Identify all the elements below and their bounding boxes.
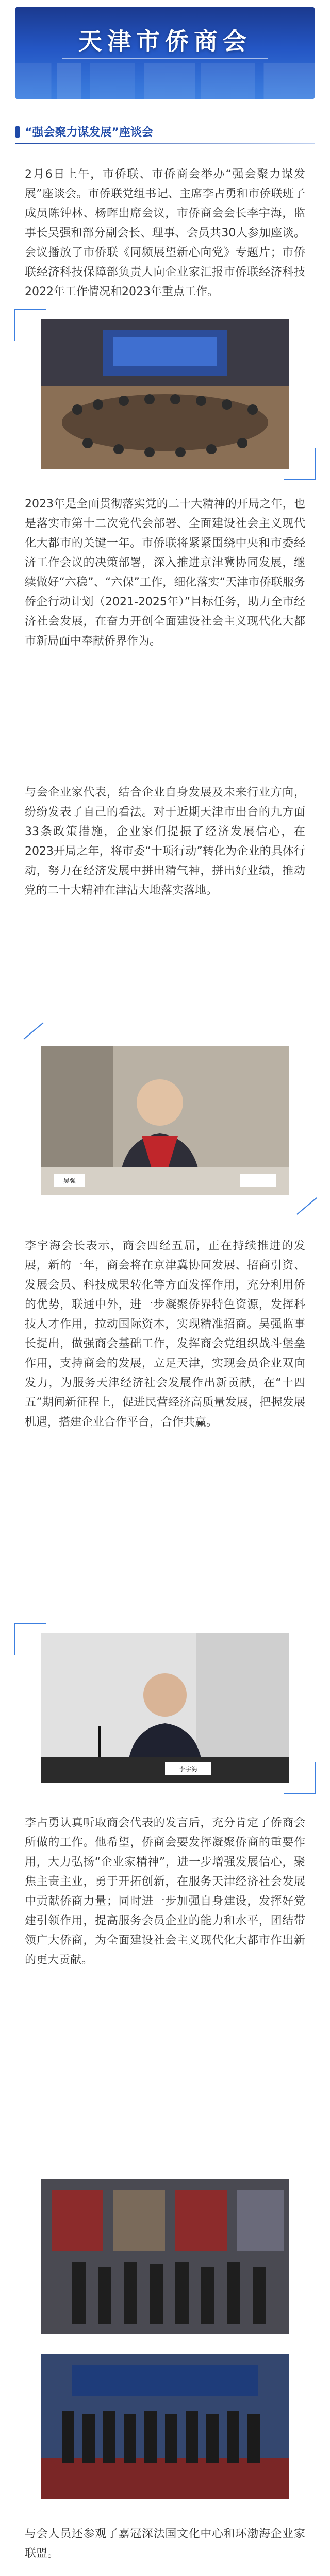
skyline-graphic <box>15 63 315 99</box>
group-photo <box>41 2354 289 2499</box>
paragraph-entrepreneurs: 与会企业家代表，结合企业自身发展及未来行业方向，纷纷发表了自己的看法。对于近期天津市出台的九方面33条政策措施，企业家们提振了经济发展信心，在2023开局之年，将市委“十项行动”转化为企业的具体行动，努力在经济发展中拼出精气神，拼出好业绩，推动党的二十大精神在津沽大地落实落地。 <box>25 786 305 897</box>
section-tag-label: “强会聚力谋发展”座谈会 <box>25 126 153 139</box>
paragraph-intro: 2月6日上午，市侨联、市侨商会举办“强会聚力谋发展”座谈会。市侨联党组书记、主席李占勇和市侨联班子成员陈钟林、杨晖出席会议，市侨商会会长李宇海，监事长吴强和部分副会长、理事、会员共30人参加座谈。会议播放了市侨联《同频展望新心向党》专题片；市侨联经济科技保障部负责人向企业家汇报市侨联经济科技2022年工作情况和2023年重点工作。 <box>25 168 305 298</box>
group-photo-image <box>41 2354 289 2499</box>
speaker-photo-2 <box>41 1633 289 1783</box>
header-divider <box>62 58 268 59</box>
header-title: 天津市侨商会 <box>78 27 252 55</box>
paragraph-context: 2023年是全面贯彻落实党的二十大精神的开局之年，也是落实市第十二次党代会部署、全面建设社会主义现代化大都市的关键一年。市侨联将紧紧围绕中央和市委经济工作会议的决策部署，深入推进京津冀协同发展，继续做好“六稳”、“六保”工作，细化落实“天津市侨联服务侨企行动计划（2021-2025年）”目标任务，助力全市经济社会发展，在奋力开创全面建设社会主义现代化大都市新局面中奉献侨界作为。 <box>25 498 305 648</box>
paragraph-visit: 与会人员还参观了嘉冠深法国文化中心和环渤海企业家联盟。 <box>25 2528 305 2560</box>
speaker-image-2 <box>41 1633 289 1783</box>
corner-decoration <box>284 1762 316 1794</box>
tag-marker-icon <box>15 126 20 138</box>
svg-text:吴强: 吴强 <box>63 1177 76 1184</box>
paragraph-president-remarks: 李宇海会长表示，商会四经五届，正在持续推进的发展，新的一年，商会将在京津冀协同发展、招商引资、发展会员、科技成果转化等方面发挥作用，充分利用侨的优势，联通中外，进一步凝聚侨界特色资源，发挥科技人才作用，拉动国际资本，实现精准招商。吴强监事长提出，做强商会基础工作，发挥商会党组织战斗堡垒作用，支持商会的发展，立足天津，实现会员企业双向发力，为服务天津经济社会发展作出新贡献，在“十四五”期间新征程上，促进民营经济高质量发展，把握发展机遇，搭建企业合作平台，合作共赢。 <box>25 1240 305 1429</box>
speaker-image-1 <box>41 1046 289 1195</box>
slash-decoration <box>296 1197 317 1215</box>
slash-decoration <box>23 1022 44 1040</box>
speaker-photo-1 <box>41 1046 289 1195</box>
corner-decoration <box>284 448 316 480</box>
group-tour-image <box>41 2179 289 2334</box>
header-banner <box>15 7 315 99</box>
paragraph-chairman-remarks: 李占勇认真听取商会代表的发言后，充分肯定了侨商会所做的工作。他希望，侨商会要发挥凝聚侨商的重要作用，大力弘扬“企业家精神”，进一步增强发展信心，聚焦主责主业，勇于开拓创新，在服务天津经济社会发展中贡献侨商力量；同时进一步加强自身建设，发挥好党建引领作用，提高服务会员企业的能力和水平，团结带领广大侨商，为全面建设社会主义现代化大都市作出新的更大贡献。 <box>25 1817 305 1967</box>
meeting-room-image <box>41 319 289 469</box>
meeting-room-photo <box>41 319 289 469</box>
section-divider <box>15 143 315 144</box>
section-tag <box>15 124 153 140</box>
svg-text:李宇海: 李宇海 <box>178 1766 198 1773</box>
group-tour-photo <box>41 2179 289 2334</box>
